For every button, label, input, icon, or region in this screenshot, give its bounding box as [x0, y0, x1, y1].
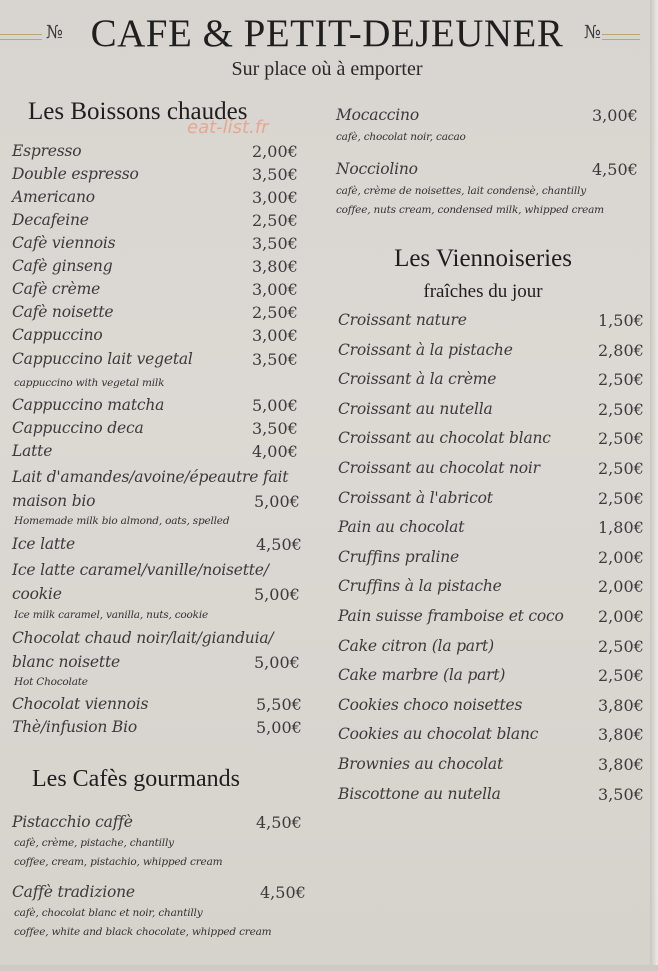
- item-description: coffee, nuts cream, condensed milk, whipped cream: [336, 204, 604, 216]
- menu-item-name: Ice latte caramel/vanille/noisette/: [12, 561, 269, 579]
- menu-item-name: Pain au chocolat: [338, 518, 465, 536]
- watermark: eat-list.fr: [187, 117, 269, 138]
- menu-item-price: 2,50€: [598, 370, 644, 389]
- menu-item-price: 4,50€: [592, 160, 638, 179]
- menu-item-price: 2,50€: [252, 303, 298, 322]
- menu-item-price: 2,50€: [598, 637, 644, 656]
- section-heading-viennoiseries: Les Viennoiseries: [394, 245, 572, 272]
- menu-item-name: Decafeine: [12, 211, 89, 229]
- section-heading-gourmands: Les Cafès gourmands: [32, 766, 240, 792]
- menu-item-price: 2,00€: [598, 548, 644, 567]
- menu-item-name: Thè/infusion Bio: [12, 718, 138, 736]
- menu-item-name: Cappuccino: [12, 326, 103, 344]
- menu-item-price: 2,00€: [598, 607, 644, 626]
- menu-item-price: 1,50€: [598, 311, 644, 330]
- menu-item-name: Croissant au chocolat noir: [338, 459, 540, 477]
- menu-item-price: 2,50€: [598, 489, 644, 508]
- menu-item-name: Pistacchio caffè: [12, 813, 133, 831]
- menu-item-price: 3,50€: [598, 785, 644, 804]
- menu-item-name: Croissant au nutella: [338, 400, 493, 418]
- menu-item-price: 3,00€: [592, 106, 638, 125]
- menu-item-price: 3,00€: [252, 326, 298, 345]
- menu-item-price: 2,50€: [598, 429, 644, 448]
- menu-item-price: 5,00€: [254, 492, 300, 511]
- menu-item-name: Ice latte: [12, 535, 75, 553]
- menu-item-name: blanc noisette: [12, 653, 120, 671]
- menu-item-name: Chocolat viennois: [12, 695, 149, 713]
- menu-item-price: 5,50€: [256, 695, 302, 714]
- menu-item-name: Cappuccino matcha: [12, 396, 165, 414]
- menu-item-price: 2,50€: [598, 459, 644, 478]
- menu-item-name: Cappuccino lait vegetal: [12, 350, 193, 368]
- menu-item-name: Nocciolino: [336, 160, 418, 178]
- menu-item-name: Lait d'amandes/avoine/épeautre fait: [12, 468, 289, 486]
- item-description: cafè, crème, pistache, chantilly: [14, 837, 174, 849]
- item-description: coffee, white and black chocolate, whipped cream: [14, 926, 272, 938]
- menu-item-name: Caffè tradizione: [12, 883, 135, 901]
- menu-item-name: Pain suisse framboise et coco: [338, 607, 564, 625]
- divider-left: [0, 34, 42, 40]
- menu-item-price: 4,50€: [256, 535, 302, 554]
- menu-item-name: Americano: [12, 188, 95, 206]
- page-subtitle: Sur place où à emporter: [231, 58, 423, 80]
- menu-item-name: Cookies au chocolat blanc: [338, 725, 539, 743]
- menu-item-name: maison bio: [12, 492, 96, 510]
- menu-item-name: Cruffins à la pistache: [338, 577, 502, 595]
- menu-item-name: Cafè viennois: [12, 234, 116, 252]
- menu-item-price: 3,50€: [252, 234, 298, 253]
- ornament-right-icon: №: [584, 22, 602, 43]
- menu-item-price: 2,00€: [598, 577, 644, 596]
- menu-item-name: Espresso: [12, 142, 82, 160]
- menu-item-price: 3,80€: [598, 725, 644, 744]
- menu-item-name: Cafè crème: [12, 280, 101, 298]
- menu-item-price: 4,50€: [260, 883, 306, 902]
- menu-item-price: 1,80€: [598, 518, 644, 537]
- item-description: cafè, chocolat noir, cacao: [336, 131, 466, 143]
- menu-item-price: 2,80€: [598, 341, 644, 360]
- menu-item-price: 5,00€: [252, 396, 298, 415]
- item-description: Homemade milk bio almond, oats, spelled: [14, 515, 230, 527]
- menu-item-price: 5,00€: [254, 585, 300, 604]
- menu-item-name: Chocolat chaud noir/lait/gianduia/: [12, 629, 274, 647]
- menu-item-price: 4,50€: [256, 813, 302, 832]
- menu-item-name: Croissant à la pistache: [338, 341, 513, 359]
- menu-item-price: 3,50€: [252, 419, 298, 438]
- menu-item-price: 3,00€: [252, 280, 298, 299]
- menu-item-price: 3,00€: [252, 188, 298, 207]
- menu-item-name: cookie: [12, 585, 62, 603]
- menu-item-name: Croissant nature: [338, 311, 467, 329]
- item-description: coffee, cream, pistachio, whipped cream: [14, 856, 223, 868]
- menu-item-price: 3,50€: [252, 165, 298, 184]
- menu-item-name: Cruffins praline: [338, 548, 459, 566]
- menu-item-name: Croissant au chocolat blanc: [338, 429, 551, 447]
- item-description: Ice milk caramel, vanilla, nuts, cookie: [14, 609, 209, 621]
- menu-item-name: Cake marbre (la part): [338, 666, 506, 684]
- menu-item-price: 3,80€: [252, 257, 298, 276]
- menu-item-name: Biscottone au nutella: [338, 785, 501, 803]
- menu-item-price: 2,50€: [598, 666, 644, 685]
- menu-item-price: 2,50€: [598, 400, 644, 419]
- item-description: cappuccino with vegetal milk: [14, 377, 165, 389]
- menu-item-price: 3,80€: [598, 696, 644, 715]
- menu-item-name: Cafè noisette: [12, 303, 114, 321]
- menu-item-name: Cookies choco noisettes: [338, 696, 523, 714]
- item-description: cafè, crème de noisettes, lait condensè, chantilly: [336, 185, 586, 197]
- menu-item-price: 5,00€: [256, 718, 302, 737]
- menu-item-name: Cappuccino deca: [12, 419, 144, 437]
- item-description: cafè, chocolat blanc et noir, chantilly: [14, 907, 203, 919]
- menu-item-price: 2,00€: [252, 142, 298, 161]
- menu-item-name: Latte: [12, 442, 53, 460]
- page-edge-bottom: [0, 965, 658, 971]
- menu-item-name: Brownies au chocolat: [338, 755, 503, 773]
- section-subheading-viennoiseries: fraîches du jour: [423, 281, 543, 302]
- menu-item-name: Croissant à l'abricot: [338, 489, 493, 507]
- menu-item-price: 2,50€: [252, 211, 298, 230]
- section-heading-boissons: Les Boissons chaudes: [28, 98, 248, 125]
- divider-right: [602, 34, 640, 40]
- menu-item-price: 3,80€: [598, 755, 644, 774]
- menu-item-name: Mocaccino: [336, 106, 419, 124]
- menu-item-price: 5,00€: [254, 653, 300, 672]
- menu-item-price: 4,00€: [252, 442, 298, 461]
- menu-item-name: Cake citron (la part): [338, 637, 494, 655]
- page-edge-right: [650, 0, 658, 971]
- item-description: Hot Chocolate: [14, 676, 88, 688]
- menu-item-name: Double espresso: [12, 165, 139, 183]
- menu-item-name: Croissant à la crème: [338, 370, 497, 388]
- menu-item-name: Cafè ginseng: [12, 257, 113, 275]
- ornament-left-icon: №: [46, 22, 64, 43]
- page-title: CAFE & PETIT-DEJEUNER: [90, 12, 564, 55]
- menu-item-price: 3,50€: [252, 350, 298, 369]
